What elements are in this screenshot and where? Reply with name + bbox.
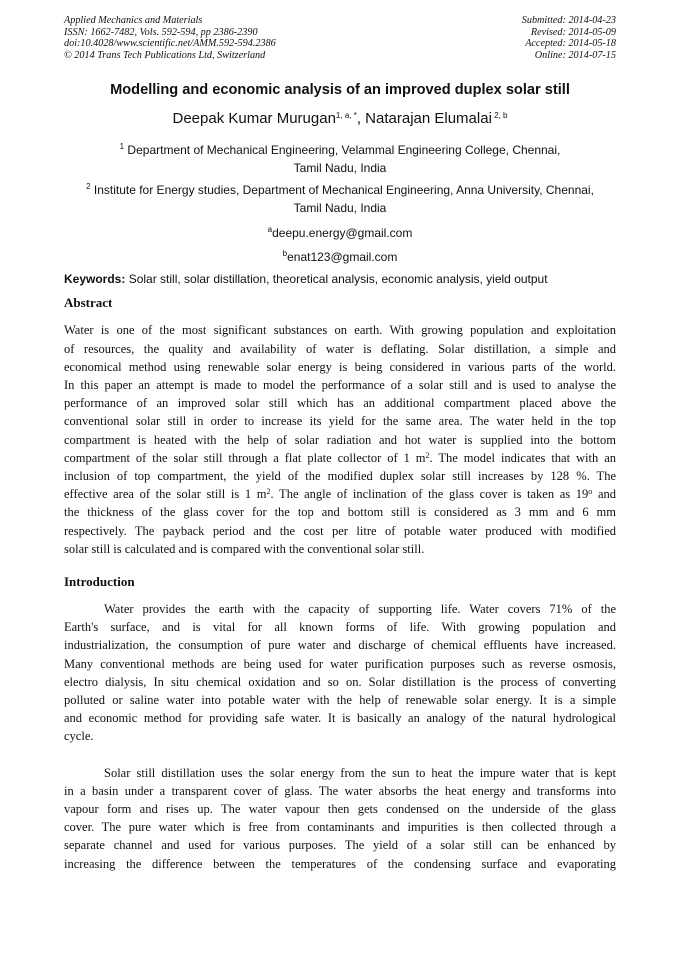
text-line: Earth's surface, and is vital for all known forms of life. With growing population and xyxy=(64,620,616,635)
journal-name: Applied Mechanics and Materials xyxy=(64,15,203,26)
email-marker: a xyxy=(267,225,273,235)
text-line: electro dialysis, In situ chemical oxidation and so on. Solar distillation is the process of converting xyxy=(64,674,616,689)
text-line: Many conventional methods are being used for water purification purposes such as reverse osmosis, xyxy=(64,656,616,671)
text-line: of resources, the quality and availability of water is deflating. Solar distillation, a simple and xyxy=(64,341,616,356)
affiliation-text: Tamil Nadu, India xyxy=(293,161,387,176)
text-line: solar still is calculated and is compared with the conventional solar still. xyxy=(64,541,425,556)
issn-line: ISSN: 1662-7482, Vols. 592-594, pp 2386-2390 xyxy=(64,26,258,38)
revised-date: Revised: 2014-05-09 xyxy=(530,26,616,38)
author-name: Natarajan Elumalai xyxy=(365,110,492,128)
email-marker: b xyxy=(282,249,288,259)
text-line: industrialization, the consumption of pure water and discharge of chemical effluents have increased. xyxy=(64,638,616,653)
text-line: vapour form and rises up. The water vapour then gets condensed on the underside of the glass xyxy=(64,802,616,817)
affiliation-text: Department of Mechanical Engineering, Velammal Engineering College, Chennai, xyxy=(124,143,561,158)
introduction-paragraph-1 xyxy=(64,600,616,746)
text-line: conventional solar still in order to increase its yield for the same area. The water held in the top xyxy=(64,414,616,429)
author-affil-marker: 2, b xyxy=(491,111,508,121)
copyright-line: © 2014 Trans Tech Publications Ltd, Switzerland xyxy=(64,49,266,61)
text-line: compartment is heated with the help of solar radiation and hot water is supplied into the bottom xyxy=(64,432,616,447)
text-line: in a basin under a transparent cover of glass. The water absorbs the heat energy and transforms into xyxy=(64,783,616,798)
text-fragment: . The model indicates that with an xyxy=(429,450,616,465)
affiliation-text: Tamil Nadu, India xyxy=(293,201,387,216)
keywords-label: Keywords: xyxy=(64,272,126,287)
doi-line[interactable]: doi:10.4028/www.scientific.net/AMM.592-594.2386 xyxy=(64,38,276,50)
text-line: separate channel and used for various purposes. The yield of a solar still can be enhanced by xyxy=(64,838,616,853)
text-line: inclusion of top compartment, the yield of the modified duplex solar still increases by 128 %. The xyxy=(64,469,616,483)
affiliation-marker: 2 xyxy=(86,182,91,192)
text-fragment: . The angle of inclination of the glass cover is taken as 19 xyxy=(270,487,589,502)
text-line: polluted or saline water into potable water with the help of renewable solar energy. It is a simple xyxy=(64,693,616,708)
journal-info xyxy=(64,15,276,61)
affiliation-1 xyxy=(64,141,616,177)
author-affil-marker: 1, a, * xyxy=(335,111,357,121)
text-line: economical method using renewable solar energy is being considered in various parts of the world. xyxy=(64,359,616,374)
dates-info xyxy=(522,15,616,61)
introduction-paragraph-2 xyxy=(64,764,616,873)
paper-title: Modelling and economic analysis of an improved duplex solar still xyxy=(110,82,570,99)
text-line: increasing the difference between the temperatures of the condensing surface and evaporating xyxy=(64,856,616,871)
paragraph-gap xyxy=(64,746,616,764)
text-line: Water is one of the most significant substances on earth. With growing population and exploitation xyxy=(64,323,616,338)
text-line: the thickness of the glass cover for the top and bottom still is considered as 3 mm and 6 mm xyxy=(64,505,616,520)
text-line: In this paper an attempt is made to model the performance of a solar still and is used to analyse the xyxy=(64,377,616,392)
email-1 xyxy=(64,225,616,241)
text-line: cycle. xyxy=(64,729,94,744)
text-line: and economic method for providing safe water. It is basically an analogy of the natural hydrological xyxy=(64,711,616,726)
text-line: cover. The pure water which is free from contaminants and impurities is then collected through a xyxy=(64,820,616,835)
affiliation-2 xyxy=(64,181,616,217)
author-separator: , xyxy=(356,110,366,128)
accepted-date: Accepted: 2014-05-18 xyxy=(525,38,616,50)
superscript: 2 xyxy=(266,487,271,497)
affiliation-text: Institute for Energy studies, Department of Mechanical Engineering, Anna University, Chennai, xyxy=(90,183,594,198)
text-line xyxy=(64,485,616,503)
author-name: Deepak Kumar Murugan xyxy=(172,110,336,128)
text-fragment: compartment of the solar still through a flat plate collector of 1 m xyxy=(64,450,426,465)
online-date: Online: 2014-07-15 xyxy=(534,49,616,61)
abstract-text xyxy=(64,321,616,558)
text-fragment: effective area of the solar still is 1 m xyxy=(64,487,267,502)
keywords xyxy=(64,271,616,287)
introduction-heading: Introduction xyxy=(64,574,135,590)
author-line xyxy=(64,109,616,129)
email-address[interactable]: deepu.energy@gmail.com xyxy=(272,226,413,241)
affiliation-marker: 1 xyxy=(119,142,125,152)
superscript: o xyxy=(588,487,593,497)
paper-page xyxy=(64,15,616,873)
text-line: respectively. The payback period and the cost per litre of potable water produced with modified xyxy=(64,523,616,538)
keywords-text: Solar still, solar distillation, theoretical analysis, economic analysis, yield output xyxy=(125,272,548,287)
submitted-date: Submitted: 2014-04-23 xyxy=(521,15,616,26)
text-line xyxy=(64,449,616,467)
text-line: Solar still distillation uses the solar energy from the sun to heat the impure water that is kept xyxy=(104,765,616,780)
text-line: Water provides the earth with the capacity of supporting life. Water covers 71% of the xyxy=(104,602,616,617)
publication-header xyxy=(64,15,616,61)
text-fragment: and xyxy=(592,487,616,502)
superscript: 2 xyxy=(425,450,430,460)
email-address[interactable]: enat123@gmail.com xyxy=(287,250,398,265)
abstract-heading: Abstract xyxy=(64,295,113,311)
email-2 xyxy=(64,249,616,265)
text-line: performance of an improved solar still which has an additional compartment placed above the xyxy=(64,396,616,411)
